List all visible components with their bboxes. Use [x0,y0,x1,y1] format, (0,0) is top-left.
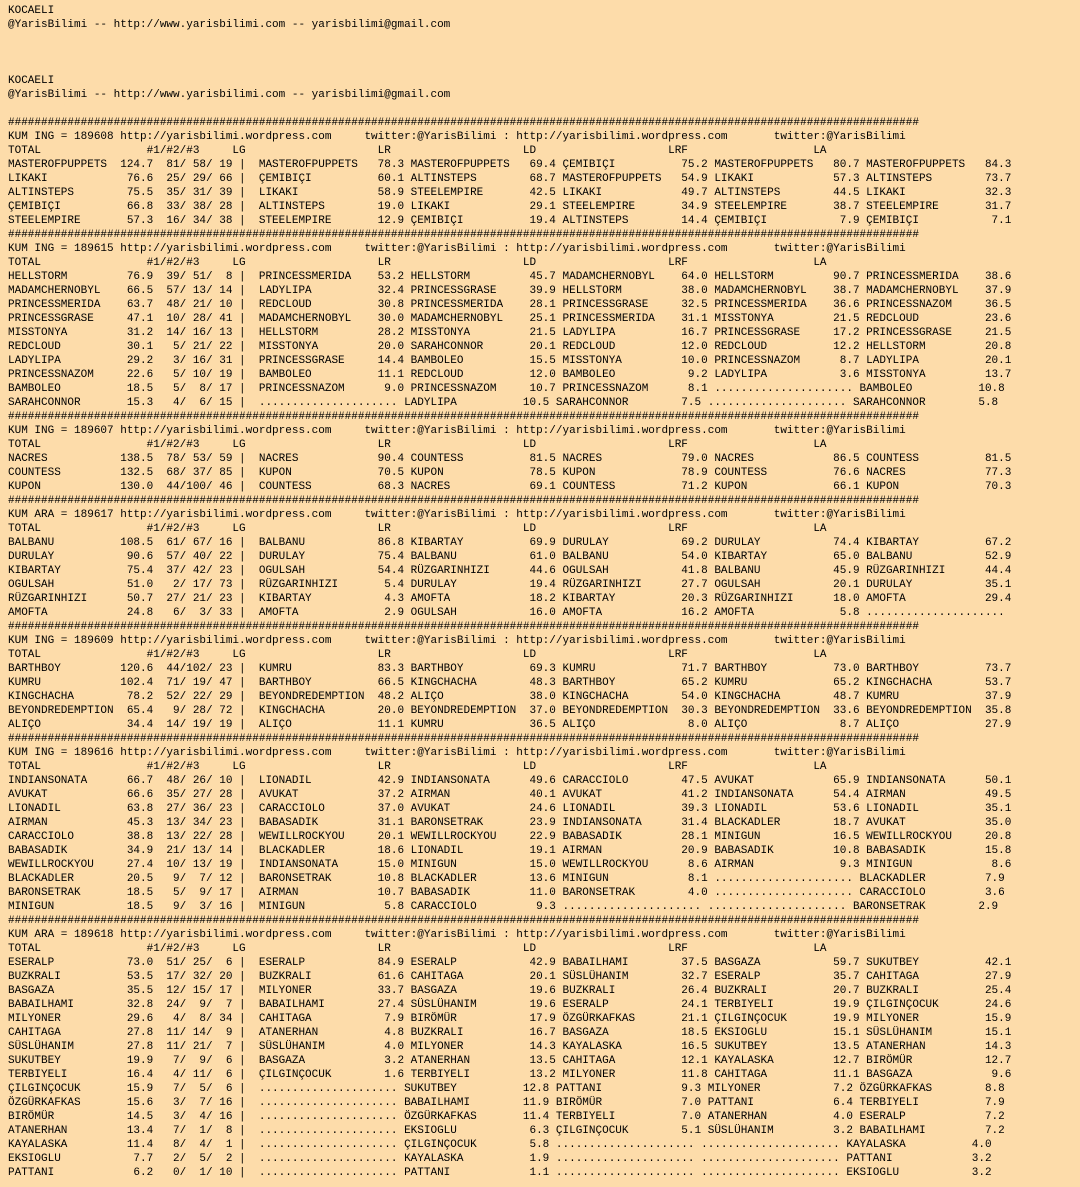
table-row: ÖZGÜRKAFKAS 15.6 3/ 7/ 16 | ..................... BABAILHAMI 11.9 BIRÖMÜR 7.0 PATTANI 6.4 TERBIYELI 7.9 [8,1097,1005,1109]
table-row: MINIGUN 18.5 9/ 3/ 16 | MINIGUN 5.8 CARACCIOLO 9.3 ..................... ..................... BARONSETRAK 2.9 [8,901,999,913]
table-row: MISSTONYA 31.2 14/ 16/ 13 | HELLSTORM 28.2 MISSTONYA 21.5 LADYLIPA 16.7 PRINCESSGRASE 17.2 PRINCESSGRASE 21.5 [8,327,1012,339]
blank-line [8,102,1080,116]
race-sections [8,116,1080,1180]
table-row: ESERALP 73.0 51/ 25/ 6 | ESERALP 84.9 ESERALP 42.9 BABAILHAMI 37.5 BASGAZA 59.7 SUKUTBEY 42.1 [8,957,1012,969]
table-row: ÇILGINÇOCUK 15.9 7/ 5/ 6 | ..................... SUKUTBEY 12.8 PATTANI 9.3 MILYONER 7.2 ÖZGÜRKAFKAS 8.8 [8,1083,1005,1095]
race-title: KUM ARA = 189617 http://yarisbilimi.wordpress.com twitter:@YarisBilimi : http://yarisbilimi.wordpress.com twitter:@YarisBilimi [8,509,906,521]
table-row: BUZKRALI 53.5 17/ 32/ 20 | BUZKRALI 61.6 CAHITAGA 20.1 SÜSLÜHANIM 32.7 ESERALP 35.7 CAHITAGA 27.9 [8,971,1012,983]
separator-line: ########################################################################################################################################## [8,495,919,507]
table-row: MASTEROFPUPPETS 124.7 81/ 58/ 19 | MASTEROFPUPPETS 78.3 MASTEROFPUPPETS 69.4 ÇEMIBIÇI 75.2 MASTEROFPUPPETS 80.7 MASTEROFPUPPETS 84.3 [8,159,1012,171]
table-row: HELLSTORM 76.9 39/ 51/ 8 | PRINCESSMERIDA 53.2 HELLSTORM 45.7 MADAMCHERNOBYL 64.0 HELLSTORM 90.7 PRINCESSMERIDA 38.6 [8,271,1012,283]
separator-line: ########################################################################################################################################## [8,733,919,745]
blank-line [8,46,1080,60]
table-row: ATANERHAN 13.4 7/ 1/ 8 | ..................... EKSIOGLU 6.3 ÇILGINÇOCUK 5.1 SÜSLÜHANIM 3.2 BABAILHAMI 7.2 [8,1125,1005,1137]
table-row: CARACCIOLO 38.8 13/ 22/ 28 | WEWILLROCKYOU 20.1 WEWILLROCKYOU 22.9 BABASADIK 28.1 MINIGUN 16.5 WEWILLROCKYOU 20.8 [8,831,1012,843]
table-row: LIONADIL 63.8 27/ 36/ 23 | CARACCIOLO 37.0 AVUKAT 24.6 LIONADIL 39.3 LIONADIL 53.6 LIONADIL 35.1 [8,803,1012,815]
separator-line: ########################################################################################################################################## [8,117,919,129]
separator-line: ########################################################################################################################################## [8,411,919,423]
table-row: BARONSETRAK 18.5 5/ 9/ 17 | AIRMAN 10.7 BABASADIK 11.0 BARONSETRAK 4.0 ..................... CARACCIOLO 3.6 [8,887,1005,899]
table-row: ALIÇO 34.4 14/ 19/ 19 | ALIÇO 11.1 KUMRU 36.5 ALIÇO 8.0 ALIÇO 8.7 ALIÇO 27.9 [8,719,1012,731]
table-row: SARAHCONNOR 15.3 4/ 6/ 15 | ..................... LADYLIPA 10.5 SARAHCONNOR 7.5 ..................... SARAHCONNOR 5.8 [8,397,999,409]
table-row: EKSIOGLU 7.7 2/ 5/ 2 | ..................... KAYALASKA 1.9 ..................... ..................... PATTANI 3.2 [8,1153,992,1165]
table-row: PRINCESSNAZOM 22.6 5/ 10/ 19 | BAMBOLEO 11.1 REDCLOUD 12.0 BAMBOLEO 9.2 LADYLIPA 3.6 MISSTONYA 13.7 [8,369,1012,381]
table-row: LIKAKI 76.6 25/ 29/ 66 | ÇEMIBIÇI 60.1 ALTINSTEPS 68.7 MASTEROFPUPPETS 54.9 LIKAKI 57.3 ALTINSTEPS 73.7 [8,173,1012,185]
table-row: ALTINSTEPS 75.5 35/ 31/ 39 | LIKAKI 58.9 STEELEMPIRE 42.5 LIKAKI 49.7 ALTINSTEPS 44.5 LIKAKI 32.3 [8,187,1012,199]
race-title: KUM ING = 189607 http://yarisbilimi.wordpress.com twitter:@YarisBilimi : http://yarisbilimi.wordpress.com twitter:@YarisBilimi [8,425,906,437]
table-row: AMOFTA 24.8 6/ 3/ 33 | AMOFTA 2.9 OGULSAH 16.0 AMOFTA 16.2 AMOFTA 5.8 ..................... [8,607,1005,619]
table-header-row: TOTAL #1/#2/#3 LG LR LD LRF LA [8,761,827,773]
table-row: COUNTESS 132.5 68/ 37/ 85 | KUPON 70.5 KUPON 78.5 KUPON 78.9 COUNTESS 76.6 NACRES 77.3 [8,467,1012,479]
table-row: NACRES 138.5 78/ 53/ 59 | NACRES 90.4 COUNTESS 81.5 NACRES 79.0 NACRES 86.5 COUNTESS 81.5 [8,453,1012,465]
table-row: BASGAZA 35.5 12/ 15/ 17 | MILYONER 33.7 BASGAZA 19.6 BUZKRALI 26.4 BUZKRALI 20.7 BUZKRALI 25.4 [8,985,1012,997]
table-row: KIBARTAY 75.4 37/ 42/ 23 | OGULSAH 54.4 RÜZGARINHIZI 44.6 OGULSAH 41.8 BALBANU 45.9 RÜZGARINHIZI 44.4 [8,565,1012,577]
table-header-row: TOTAL #1/#2/#3 LG LR LD LRF LA [8,523,827,535]
table-row: MADAMCHERNOBYL 66.5 57/ 13/ 14 | LADYLIPA 32.4 PRINCESSGRASE 39.9 HELLSTORM 38.0 MADAMCHERNOBYL 38.7 MADAMCHERNOBYL 37.9 [8,285,1012,297]
table-row: BALBANU 108.5 61/ 67/ 16 | BALBANU 86.8 KIBARTAY 69.9 DURULAY 69.2 DURULAY 74.4 KIBARTAY 67.2 [8,537,1012,549]
table-row: INDIANSONATA 66.7 48/ 26/ 10 | LIONADIL 42.9 INDIANSONATA 49.6 CARACCIOLO 47.5 AVUKAT 65.9 INDIANSONATA 50.1 [8,775,1012,787]
table-header-row: TOTAL #1/#2/#3 LG LR LD LRF LA [8,943,827,955]
table-row: SÜSLÜHANIM 27.8 11/ 21/ 7 | SÜSLÜHANIM 4.0 MILYONER 14.3 KAYALASKA 16.5 SUKUTBEY 13.5 ATANERHAN 14.3 [8,1041,1012,1053]
table-row: CAHITAGA 27.8 11/ 14/ 9 | ATANERHAN 4.8 BUZKRALI 16.7 BASGAZA 18.5 EKSIOGLU 15.1 SÜSLÜHANIM 15.1 [8,1027,1012,1039]
header-city: KOCAELI [8,75,55,87]
table-row: DURULAY 90.6 57/ 40/ 22 | DURULAY 75.4 BALBANU 61.0 BALBANU 54.0 KIBARTAY 65.0 BALBANU 52.9 [8,551,1012,563]
table-row: BIRÖMÜR 14.5 3/ 4/ 16 | ..................... ÖZGÜRKAFKAS 11.4 TERBIYELI 7.0 ATANERHAN 4.0 ESERALP 7.2 [8,1111,1005,1123]
table-row: LADYLIPA 29.2 3/ 16/ 31 | PRINCESSGRASE 14.4 BAMBOLEO 15.5 MISSTONYA 10.0 PRINCESSNAZOM 8.7 LADYLIPA 20.1 [8,355,1012,367]
separator-line: ########################################################################################################################################## [8,229,919,241]
blank-line [8,32,1080,46]
separator-line: ########################################################################################################################################## [8,915,919,927]
table-header-row: TOTAL #1/#2/#3 LG LR LD LRF LA [8,439,827,451]
race-title: KUM ARA = 189618 http://yarisbilimi.wordpress.com twitter:@YarisBilimi : http://yarisbilimi.wordpress.com twitter:@YarisBilimi [8,929,906,941]
table-row: STEELEMPIRE 57.3 16/ 34/ 38 | STEELEMPIRE 12.9 ÇEMIBIÇI 19.4 ALTINSTEPS 14.4 ÇEMIBIÇI 7.9 ÇEMIBIÇI 7.1 [8,215,1012,227]
table-row: KINGCHACHA 78.2 52/ 22/ 29 | BEYONDREDEMPTION 48.2 ALIÇO 38.0 KINGCHACHA 54.0 KINGCHACHA 48.7 KUMRU 37.9 [8,691,1012,703]
table-header-row: TOTAL #1/#2/#3 LG LR LD LRF LA [8,257,827,269]
blank-line [8,60,1080,74]
table-row: BARTHBOY 120.6 44/102/ 23 | KUMRU 83.3 BARTHBOY 69.3 KUMRU 71.7 BARTHBOY 73.0 BARTHBOY 73.7 [8,663,1012,675]
table-header-row: TOTAL #1/#2/#3 LG LR LD LRF LA [8,145,827,157]
table-header-row: TOTAL #1/#2/#3 LG LR LD LRF LA [8,649,827,661]
race-title: KUM ING = 189609 http://yarisbilimi.wordpress.com twitter:@YarisBilimi : http://yarisbilimi.wordpress.com twitter:@YarisBilimi [8,635,906,647]
table-row: AIRMAN 45.3 13/ 34/ 23 | BABASADIK 31.1 BARONSETRAK 23.9 INDIANSONATA 31.4 BLACKADLER 18.7 AVUKAT 35.0 [8,817,1012,829]
table-row: BABASADIK 34.9 21/ 13/ 14 | BLACKADLER 18.6 LIONADIL 19.1 AIRMAN 20.9 BABASADIK 10.8 BABASADIK 15.8 [8,845,1012,857]
table-row: BAMBOLEO 18.5 5/ 8/ 17 | PRINCESSNAZOM 9.0 PRINCESSNAZOM 10.7 PRINCESSNAZOM 8.1 ..................... BAMBOLEO 10.8 [8,383,1005,395]
table-row: PRINCESSGRASE 47.1 10/ 28/ 41 | MADAMCHERNOBYL 30.0 MADAMCHERNOBYL 25.1 PRINCESSMERIDA 31.1 MISSTONYA 21.5 REDCLOUD 23.6 [8,313,1012,325]
table-row: BEYONDREDEMPTION 65.4 9/ 28/ 72 | KINGCHACHA 20.0 BEYONDREDEMPTION 37.0 BEYONDREDEMPTION 30.3 BEYONDREDEMPTION 33.6 BEYONDREDEMPTION 35.8 [8,705,1012,717]
table-row: KUPON 130.0 44/100/ 46 | COUNTESS 68.3 NACRES 69.1 COUNTESS 71.2 KUPON 66.1 KUPON 70.3 [8,481,1012,493]
race-title: KUM ING = 189608 http://yarisbilimi.wordpress.com twitter:@YarisBilimi : http://yarisbilimi.wordpress.com twitter:@YarisBilimi [8,131,906,143]
table-row: KAYALASKA 11.4 8/ 4/ 1 | ..................... ÇILGINÇOCUK 5.8 ..................... ..................... KAYALASKA 4.0 [8,1139,992,1151]
table-row: PATTANI 6.2 0/ 1/ 10 | ..................... PATTANI 1.1 ..................... ..................... EKSIOGLU 3.2 [8,1167,992,1179]
table-row: ÇEMIBIÇI 66.8 33/ 38/ 28 | ALTINSTEPS 19.0 LIKAKI 29.1 STEELEMPIRE 34.9 STEELEMPIRE 38.7 STEELEMPIRE 31.7 [8,201,1012,213]
table-row: WEWILLROCKYOU 27.4 10/ 13/ 19 | INDIANSONATA 15.0 MINIGUN 15.0 WEWILLROCKYOU 8.6 AIRMAN 9.3 MINIGUN 8.6 [8,859,1012,871]
table-row: AVUKAT 66.6 35/ 27/ 28 | AVUKAT 37.2 AIRMAN 40.1 AVUKAT 41.2 INDIANSONATA 54.4 AIRMAN 49.5 [8,789,1012,801]
race-title: KUM ING = 189616 http://yarisbilimi.wordpress.com twitter:@YarisBilimi : http://yarisbilimi.wordpress.com twitter:@YarisBilimi [8,747,906,759]
table-row: TERBIYELI 16.4 4/ 11/ 6 | ÇILGINÇOCUK 1.6 TERBIYELI 13.2 MILYONER 11.8 CAHITAGA 11.1 BASGAZA 9.6 [8,1069,1012,1081]
table-row: BABAILHAMI 32.8 24/ 9/ 7 | BABAILHAMI 27.4 SÜSLÜHANIM 19.6 ESERALP 24.1 TERBIYELI 19.9 ÇILGINÇOCUK 24.6 [8,999,1012,1011]
separator-line: ########################################################################################################################################## [8,621,919,633]
header-contact: @YarisBilimi -- http://www.yarisbilimi.com -- yarisbilimi@gmail.com [8,19,451,31]
table-row: KUMRU 102.4 71/ 19/ 47 | BARTHBOY 66.5 KINGCHACHA 48.3 BARTHBOY 65.2 KUMRU 65.2 KINGCHACHA 53.7 [8,677,1012,689]
table-row: SUKUTBEY 19.9 7/ 9/ 6 | BASGAZA 3.2 ATANERHAN 13.5 CAHITAGA 12.1 KAYALASKA 12.7 BIRÖMÜR 12.7 [8,1055,1012,1067]
header-contact: @YarisBilimi -- http://www.yarisbilimi.com -- yarisbilimi@gmail.com [8,89,451,101]
header-city: KOCAELI [8,5,55,17]
table-row: REDCLOUD 30.1 5/ 21/ 22 | MISSTONYA 20.0 SARAHCONNOR 20.1 REDCLOUD 12.0 REDCLOUD 12.2 HELLSTORM 20.8 [8,341,1012,353]
table-row: OGULSAH 51.0 2/ 17/ 73 | RÜZGARINHIZI 5.4 DURULAY 19.4 RÜZGARINHIZI 27.7 OGULSAH 20.1 DURULAY 35.1 [8,579,1012,591]
table-row: MILYONER 29.6 4/ 8/ 34 | CAHITAGA 7.9 BIRÖMÜR 17.9 ÖZGÜRKAFKAS 21.1 ÇILGINÇOCUK 19.9 MILYONER 15.9 [8,1013,1012,1025]
table-row: PRINCESSMERIDA 63.7 48/ 21/ 10 | REDCLOUD 30.8 PRINCESSMERIDA 28.1 PRINCESSGRASE 32.5 PRINCESSMERIDA 36.6 PRINCESSNAZOM 36.5 [8,299,1012,311]
race-title: KUM ING = 189615 http://yarisbilimi.wordpress.com twitter:@YarisBilimi : http://yarisbilimi.wordpress.com twitter:@YarisBilimi [8,243,906,255]
table-row: BLACKADLER 20.5 9/ 7/ 12 | BARONSETRAK 10.8 BLACKADLER 13.6 MINIGUN 8.1 ..................... BLACKADLER 7.9 [8,873,1005,885]
table-row: RÜZGARINHIZI 50.7 27/ 21/ 23 | KIBARTAY 4.3 AMOFTA 18.2 KIBARTAY 20.3 RÜZGARINHIZI 18.0 AMOFTA 29.4 [8,593,1012,605]
